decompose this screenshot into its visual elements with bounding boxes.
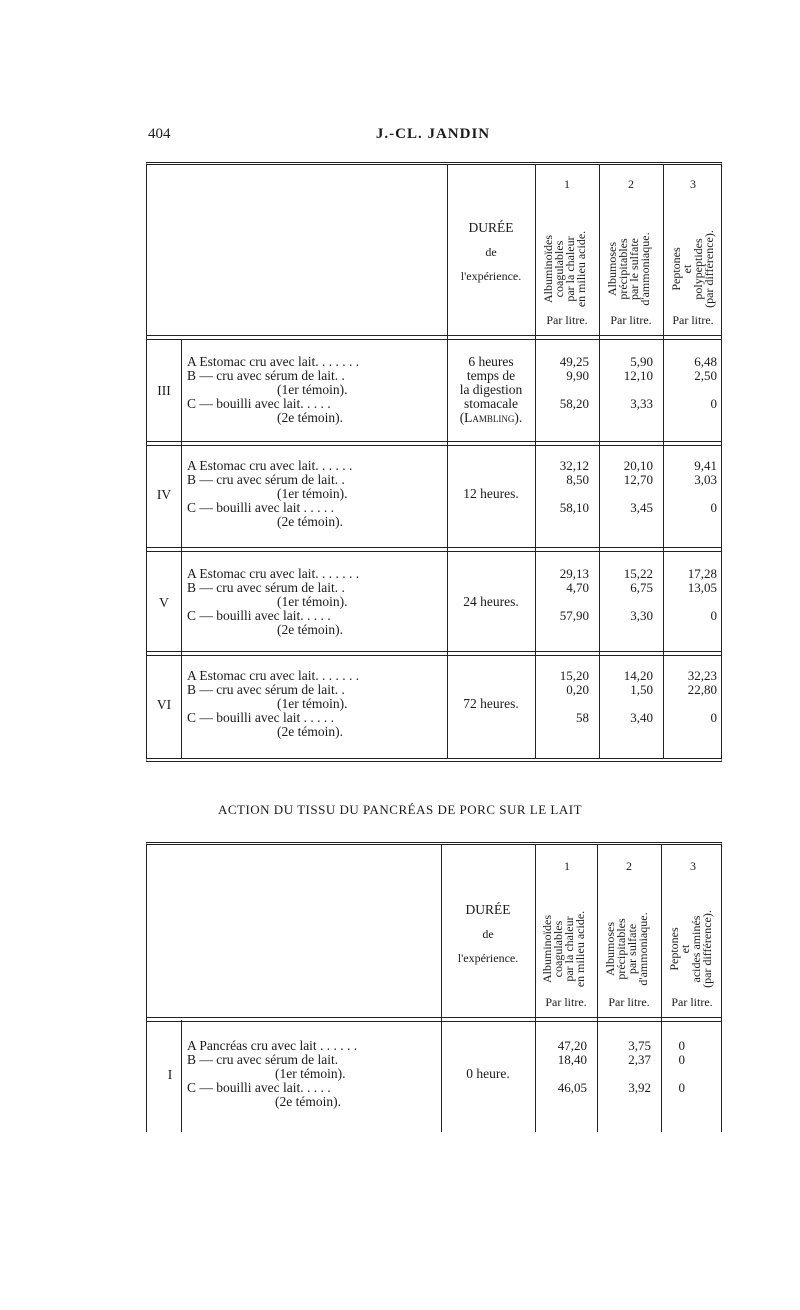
- value-a: 14,20: [623, 668, 653, 683]
- col-number-3: 3: [690, 177, 696, 191]
- col3-header: [669, 895, 717, 1003]
- col3-header-line: (par différence).: [700, 910, 714, 988]
- value-b: 22,80: [687, 682, 717, 697]
- col1-header-line: Albuminoïdes: [541, 235, 555, 303]
- duree-de: de: [485, 245, 497, 259]
- line-b-note: (1er témoin).: [277, 696, 348, 711]
- col-number-1: 1: [564, 177, 570, 191]
- line-c-note: (2e témoin).: [277, 514, 343, 529]
- col2-header-line: précipitables: [614, 918, 628, 980]
- line-a: A Estomac cru avec lait. . . . . . .: [187, 668, 360, 683]
- col3-values: [663, 459, 717, 515]
- duree-header: [447, 221, 535, 283]
- line-c: C — bouilli avec lait. . . . .: [187, 1080, 331, 1095]
- col1-values: [535, 355, 589, 411]
- group-rule: [147, 651, 721, 656]
- col3-header-line: et: [678, 944, 692, 954]
- line-b-note: (1er témoin).: [277, 594, 348, 609]
- value-c: 58,20: [559, 396, 589, 411]
- value-b: 0,20: [566, 682, 589, 697]
- col1-header-line: coagulables: [551, 920, 565, 978]
- group-label: IV: [156, 487, 172, 502]
- line-a: A Estomac cru avec lait. . . . . . .: [187, 566, 360, 581]
- value-c: 3,30: [630, 608, 653, 623]
- col-number-3: 3: [690, 859, 696, 873]
- col3-header-line: polypeptides: [691, 238, 705, 300]
- value-a: 32,23: [687, 668, 717, 683]
- col2-header-line: par sulfate: [625, 923, 639, 975]
- group-label: VI: [156, 697, 172, 712]
- header-rule: [147, 1017, 721, 1022]
- value-b: 1,50: [630, 682, 653, 697]
- value-c: 3,33: [630, 396, 653, 411]
- value-a: 15,20: [559, 668, 589, 683]
- group-row-IV: [147, 459, 723, 539]
- col-number-2: 2: [626, 859, 632, 873]
- line-a: A Estomac cru avec lait. . . . . . .: [187, 354, 360, 369]
- value-a: 47,20: [557, 1038, 587, 1053]
- value-c: 0: [710, 396, 717, 411]
- col3-header-line: (par différence).: [702, 230, 716, 308]
- col3-header-line: et: [680, 264, 694, 274]
- col1-header-line: coagulables: [552, 240, 566, 298]
- value-b: 12,70: [623, 472, 653, 487]
- group-label: V: [159, 595, 169, 610]
- value-b: 8,50: [566, 472, 589, 487]
- col3-header: [671, 215, 719, 323]
- duree-value: 0 heure.: [466, 1066, 510, 1081]
- line-c: C — bouilli avec lait . . . . .: [187, 500, 334, 515]
- col2-values: [599, 669, 653, 725]
- col3-header-line: acides aminés: [689, 915, 703, 983]
- duree-line: stomacale: [464, 396, 518, 411]
- col1-header: [543, 215, 591, 323]
- value-c: 0: [710, 500, 717, 515]
- value-a: 5,90: [630, 354, 653, 369]
- value-a: 15,22: [623, 566, 653, 581]
- duree-value: 12 heures.: [463, 486, 519, 501]
- col2-values: [597, 1039, 651, 1095]
- value-b: 4,70: [566, 580, 589, 595]
- line-c: C — bouilli avec lait. . . . .: [187, 396, 331, 411]
- duree-line: temps de: [466, 368, 516, 383]
- col2-header-line: Albumoses: [605, 242, 619, 296]
- duree-experience: l'expérience.: [460, 269, 522, 283]
- value-b: 0: [678, 1052, 685, 1067]
- value-c: 3,40: [630, 710, 653, 725]
- unit-label: Par litre.: [545, 995, 587, 1009]
- value-a: 32,12: [559, 458, 589, 473]
- col2-header-line: d'ammoniaque.: [636, 912, 650, 986]
- duree-label: DURÉE: [465, 902, 511, 917]
- col1-header: [542, 895, 590, 1003]
- line-b: B — cru avec sérum de lait. .: [187, 682, 345, 697]
- col1-header-line: par la chaleur: [563, 236, 577, 302]
- results-table-estomac: [146, 162, 722, 762]
- value-c: 58,10: [559, 500, 589, 515]
- value-b: 13,05: [687, 580, 717, 595]
- duree-line: (Lambling).: [459, 410, 523, 425]
- page-number: 404: [148, 126, 171, 142]
- duree-line: 6 heures: [468, 354, 514, 369]
- value-b: 12,10: [623, 368, 653, 383]
- section-title: ACTION DU TISSU DU PANCRÉAS DE PORC SUR LE LAIT: [217, 802, 583, 817]
- duree-de: de: [482, 927, 494, 941]
- value-a: 3,75: [628, 1038, 651, 1053]
- col2-values: [599, 355, 653, 411]
- col2-header-line: précipitables: [616, 238, 630, 300]
- group-row-I: [147, 1039, 723, 1119]
- value-c: 0: [678, 1080, 685, 1095]
- col3-values: [661, 1039, 685, 1095]
- value-a: 49,25: [559, 354, 589, 369]
- value-c: 0: [710, 608, 717, 623]
- line-b: B — cru avec sérum de lait. .: [187, 580, 345, 595]
- unit-label: Par litre.: [671, 995, 713, 1009]
- value-c: 3,92: [628, 1080, 651, 1095]
- value-c: 58: [576, 710, 589, 725]
- col2-header: [605, 895, 653, 1003]
- group-label: III: [157, 383, 171, 398]
- results-table-pancreas: [146, 842, 722, 1132]
- duree-line: la digestion: [459, 382, 523, 397]
- col3-values: [663, 669, 717, 725]
- group-rule: [147, 441, 721, 446]
- col1-values: [535, 1039, 587, 1095]
- unit-label: Par litre.: [672, 313, 714, 327]
- value-b: 2,37: [628, 1052, 651, 1067]
- author-heading: J.-CL. JANDIN: [375, 126, 491, 142]
- unit-label: Par litre.: [608, 995, 650, 1009]
- col1-header-line: Albuminoïdes: [540, 915, 554, 983]
- col1-values: [535, 669, 589, 725]
- line-b: B — cru avec sérum de lait. .: [187, 472, 345, 487]
- value-b: 3,03: [694, 472, 717, 487]
- duree-value: [447, 355, 535, 425]
- duree-header: [441, 903, 535, 965]
- duree-value: 24 heures.: [463, 594, 519, 609]
- col2-values: [599, 567, 653, 623]
- line-b-note: (1er témoin).: [277, 486, 348, 501]
- value-a: 20,10: [623, 458, 653, 473]
- col2-header: [607, 215, 655, 323]
- group-label: I: [167, 1067, 173, 1082]
- line-c: C — bouilli avec lait . . . . .: [187, 710, 334, 725]
- line-a: A Estomac cru avec lait. . . . . .: [187, 458, 353, 473]
- col2-header-line: par le sulfate: [627, 238, 641, 300]
- col-number-1: 1: [564, 859, 570, 873]
- line-a: A Pancréas cru avec lait . . . . . .: [187, 1038, 358, 1053]
- duree-label: DURÉE: [468, 220, 514, 235]
- value-b: 18,40: [557, 1052, 587, 1067]
- line-b-note: (1er témoin).: [275, 1066, 346, 1081]
- col3-header-line: Peptones: [667, 927, 681, 971]
- value-b: 6,75: [630, 580, 653, 595]
- value-a: 6,48: [694, 354, 717, 369]
- value-c: 3,45: [630, 500, 653, 515]
- running-header: [148, 126, 718, 146]
- col3-values: [663, 355, 717, 411]
- col1-header-line: en milieu acide.: [573, 910, 587, 988]
- line-c-note: (2e témoin).: [275, 1094, 341, 1109]
- col2-values: [599, 459, 653, 515]
- unit-label: Par litre.: [546, 313, 588, 327]
- group-row-V: [147, 567, 723, 647]
- col2-header-line: Albumoses: [603, 922, 617, 976]
- value-c: 57,90: [559, 608, 589, 623]
- line-b: B — cru avec sérum de lait.: [187, 1052, 339, 1067]
- value-a: 0: [678, 1038, 685, 1053]
- col-number-2: 2: [628, 177, 634, 191]
- line-c-note: (2e témoin).: [277, 724, 343, 739]
- col3-header-line: Peptones: [669, 247, 683, 291]
- line-c-note: (2e témoin).: [277, 410, 343, 425]
- value-b: 9,90: [566, 368, 589, 383]
- duree-experience: l'expérience.: [457, 951, 519, 965]
- col1-values: [535, 567, 589, 623]
- value-c: 46,05: [557, 1080, 587, 1095]
- col1-values: [535, 459, 589, 515]
- group-row-III: [147, 355, 723, 435]
- header-rule: [147, 335, 721, 340]
- group-row-VI: [147, 669, 723, 749]
- col3-values: [663, 567, 717, 623]
- value-b: 2,50: [694, 368, 717, 383]
- value-c: 0: [710, 710, 717, 725]
- line-c: C — bouilli avec lait. . . . .: [187, 608, 331, 623]
- group-rule: [147, 547, 721, 552]
- line-b-note: (1er témoin).: [277, 382, 348, 397]
- col2-header-line: d'ammoniaque.: [638, 232, 652, 306]
- line-b: B — cru avec sérum de lait. .: [187, 368, 345, 383]
- col1-header-line: en milieu acide.: [574, 230, 588, 308]
- value-a: 9,41: [694, 458, 717, 473]
- duree-value: 72 heures.: [463, 696, 519, 711]
- unit-label: Par litre.: [610, 313, 652, 327]
- value-a: 29,13: [559, 566, 589, 581]
- value-a: 17,28: [687, 566, 717, 581]
- line-c-note: (2e témoin).: [277, 622, 343, 637]
- col1-header-line: par la chaleur: [562, 916, 576, 982]
